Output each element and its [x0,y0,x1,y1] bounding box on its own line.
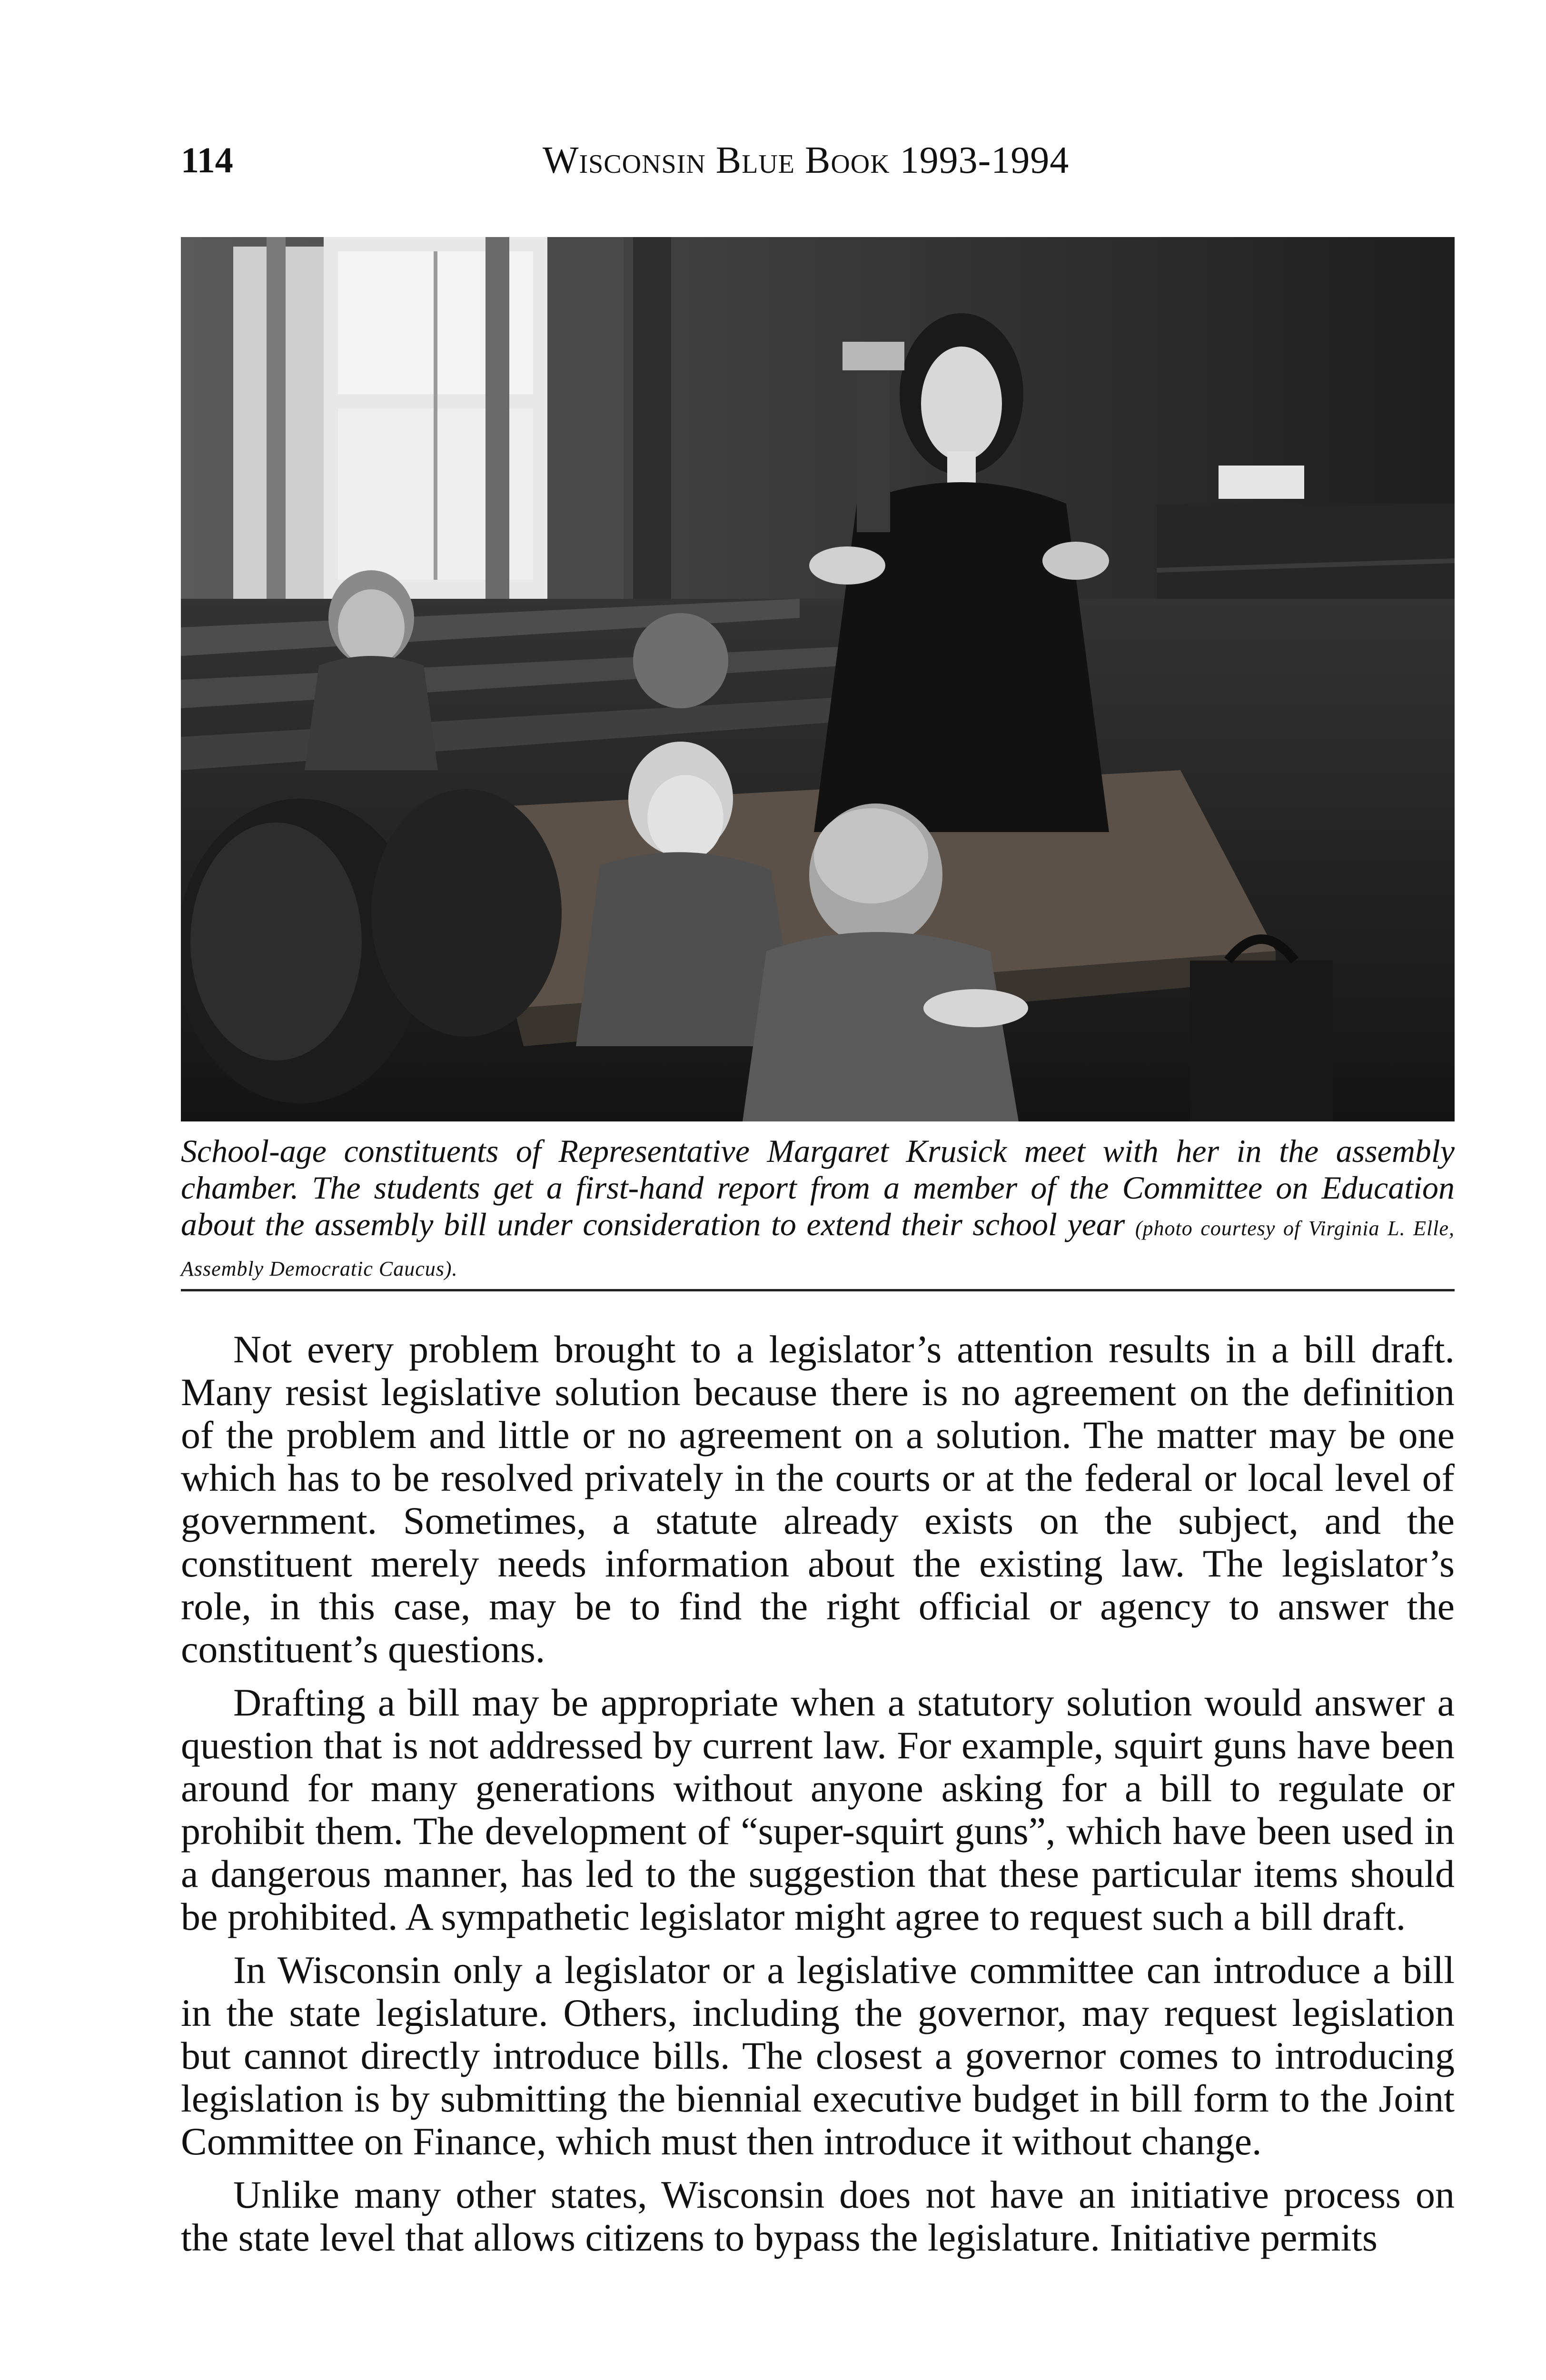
paragraph: Drafting a bill may be appropriate when a statutory solution would answer a question that is not addressed by current law. For example, squirt guns have been around for many generations without anyone asking for a bill to regulate or prohibit them. The development of “super-squirt guns”, which have been used in a dangerous manner, has led to the suggestion that these particular items should be prohibited. A sympathetic legislator might agree to request such a bill draft. [181,1681,1455,1938]
chamber-photo-illustration [181,237,1455,1121]
page-header [181,134,1457,187]
paragraph: In Wisconsin only a legislator or a legislative committee can introduce a bill in the state legislature. Others, including the governor, may request legislation but cannot directly introduce bills. The closest a governor comes to introducing legislation is by submitting the biennial executive budget in bill form to the Joint Committee on Finance, which must then introduce it without change. [181,1948,1455,2163]
page-number: 114 [181,140,233,180]
paragraph: Unlike many other states, Wisconsin does not have an initiative process on the state level that allows citizens to bypass the legislature. Initiative permits [181,2173,1455,2259]
paragraph: Not every problem brought to a legislator’s attention results in a bill draft. Many resist legislative solution because there is no agreement on the definition of the problem and little or no agreement on a solution. The matter may be one which has to be resolved privately in the courts or at the federal or local level of government. Sometimes, a statute already exists on the subject, and the constituent merely needs information about the existing law. The legislator’s role, in this case, may be to find the right official or agency to answer the constituent’s questions. [181,1328,1455,1671]
body-text [181,1328,1455,2270]
caption-text: School-age constituents of Representative Margaret Krusick meet with her in the assembly chamber. The students get a first-hand report from a member of the Committee on Education about the assembly bill under consideration to extend their school year [181,1133,1455,1242]
photo-credit: (photo courtesy of Virginia L. Elle, Assembly Democratic Caucus). [181,1217,1455,1280]
chamber-photo [181,237,1455,1121]
running-title: Wisconsin Blue Book 1993-1994 [543,139,1070,181]
photo-caption [181,1133,1455,1287]
caption-divider [181,1289,1455,1291]
